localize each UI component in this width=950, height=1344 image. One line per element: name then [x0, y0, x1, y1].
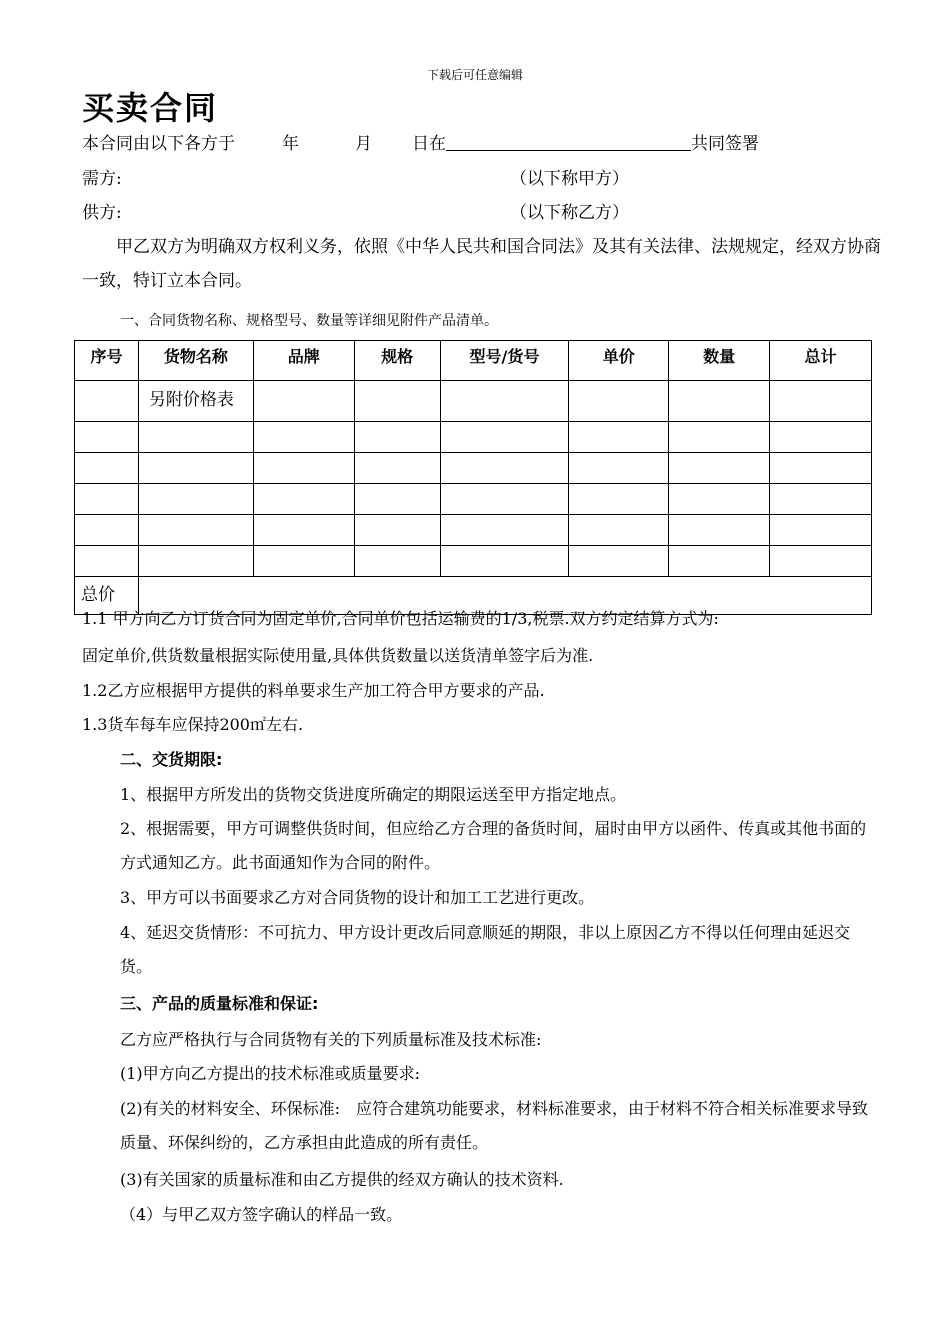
signing-suffix: 共同签署 — [691, 134, 759, 154]
section-three-item-2: (2)有关的材料安全、环保标准: 应符合建筑功能要求，材料标准要求，由于材料不符合相关标准要求导致质量、环保纠纷的，乙方承担由此造成的所有责任。 — [120, 1099, 869, 1152]
clause-1-3: 1.3货车每车应保持200㎡左右. — [82, 715, 304, 734]
section-two-heading: 二、交货期限: — [120, 750, 223, 769]
clause-1-1-line1: 1.1 甲方向乙方订货合同为固定单价,合同单价包括运输费的1/3,税票.双方约定结算方式为: — [82, 609, 719, 628]
signing-day-at: 日在 — [412, 134, 446, 154]
section-three-heading: 三、产品的质量标准和保证: — [120, 994, 319, 1013]
section-two-item-1: 1、根据甲方所发出的货物交货进度所确定的期限运送至甲方指定地点。 — [120, 785, 627, 804]
col-header-unit-price: 单价 — [569, 341, 669, 381]
col-header-goods-name: 货物名称 — [138, 341, 253, 381]
page-title: 买卖合同 — [82, 89, 219, 127]
section-three-item-4: （4）与甲乙双方签字确认的样品一致。 — [120, 1205, 403, 1224]
clause-1-1-line2: 固定单价,供货数量根据实际使用量,具体供货数量以送货清单签字后为准. — [82, 646, 594, 665]
col-header-total: 总计 — [770, 341, 872, 381]
section-two-item-4: 4、延迟交货情形：不可抗力、甲方设计更改后同意顺延的期限，非以上原因乙方不得以任何理由延迟交货。 — [120, 923, 851, 976]
seller-alias: （以下称乙方） — [510, 203, 629, 223]
section-three-item-3: (3)有关国家的质量标准和由乙方提供的经双方确认的技术资料. — [120, 1170, 564, 1189]
section-one-heading: 一、合同货物名称、规格型号、数量等详细见附件产品清单。 — [120, 313, 498, 329]
section-three-intro: 乙方应严格执行与合同货物有关的下列质量标准及技术标准: — [120, 1030, 542, 1049]
price-list-note: 另附价格表 — [138, 381, 253, 422]
col-header-spec: 规格 — [354, 341, 440, 381]
section-three-item-1: (1)甲方向乙方提出的技术标准或质量要求: — [120, 1064, 421, 1083]
table-row — [75, 453, 872, 484]
col-header-model: 型号/货号 — [440, 341, 569, 381]
signing-prefix: 本合同由以下各方于 — [82, 134, 235, 154]
table-row — [75, 546, 872, 577]
signing-place-blank — [446, 132, 691, 151]
section-two-item-3: 3、甲方可以书面要求乙方对合同货物的设计和加工工艺进行更改。 — [120, 888, 595, 907]
goods-table — [74, 340, 872, 615]
table-row — [75, 484, 872, 515]
col-header-index: 序号 — [75, 341, 139, 381]
signing-year: 年 — [282, 134, 299, 154]
col-header-quantity: 数量 — [669, 341, 770, 381]
seller-label: 供方: — [82, 203, 122, 223]
table-header-row — [75, 341, 872, 381]
table-row — [75, 515, 872, 546]
signing-month: 月 — [355, 134, 372, 154]
table-row — [75, 381, 872, 422]
buyer-label: 需方: — [82, 169, 122, 189]
clause-1-2: 1.2乙方应根据甲方提供的料单要求生产加工符合甲方要求的产品. — [82, 681, 545, 700]
buyer-alias: （以下称甲方） — [510, 169, 629, 189]
section-two-item-2: 2、根据需要，甲方可调整供货时间，但应给乙方合理的备货时间，届时由甲方以函件、传真或其他书面的方式通知乙方。此书面通知作为合同的附件。 — [120, 819, 867, 872]
col-header-brand: 品牌 — [253, 341, 354, 381]
intro-paragraph: 甲乙双方为明确双方权利义务，依照《中华人民共和国合同法》及其有关法律、法规规定，经双方协商一致，特订立本合同。 — [82, 237, 881, 291]
total-price-label: 总价 — [75, 577, 139, 615]
table-row — [75, 422, 872, 453]
signing-line — [82, 132, 759, 156]
header-note: 下载后可任意编辑 — [426, 68, 523, 82]
